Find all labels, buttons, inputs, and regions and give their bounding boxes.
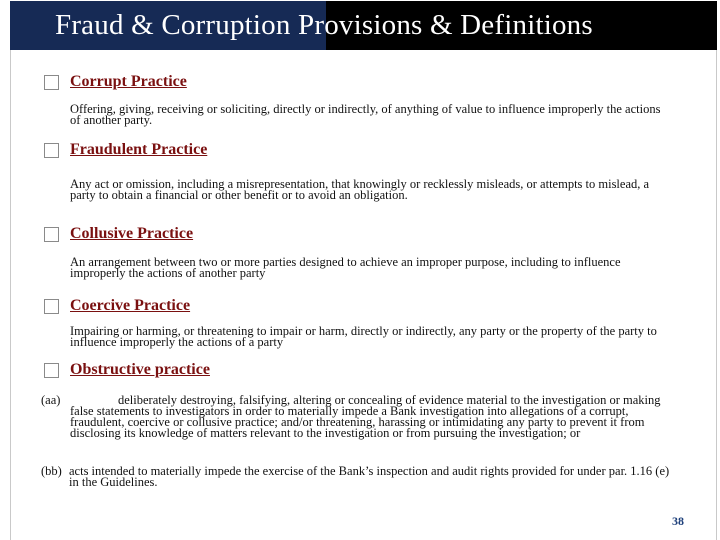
heading-coercive-practice: Coercive Practice (70, 297, 191, 314)
checkbox-bullet-icon (44, 143, 59, 158)
obstructive-item-aa-text: deliberately destroying, falsifying, altering or concealing of evidence material to the investigation or making false statements to investigators in order to materially impede a Bank investigation into allegations of a corrupt, fraudulent, coercive or collusive practice; and/or threatening, harassing or intimidating any party to prevent it from disclosing its knowledge of matters relevant to the investigation or from pursuing the investigation; or (70, 393, 661, 440)
heading-collusive-practice: Collusive Practice (70, 225, 194, 242)
right-border-rule (716, 50, 717, 540)
obstructive-item-bb: acts intended to materially impede the exercise of the Bank’s inspection and audit rights provided for under par. 1.16 (e) in the Guidelines. (69, 464, 670, 489)
checkbox-bullet-icon (44, 299, 59, 314)
obstructive-item-aa (70, 395, 680, 439)
page-number: 38 (672, 514, 684, 528)
item-label-bb: (bb) (41, 464, 62, 478)
checkbox-bullet-icon (44, 363, 59, 378)
checkbox-bullet-icon (44, 227, 59, 242)
definition-fraudulent-practice: Any act or omission, including a misrepresentation, that knowingly or recklessly misleads, or attempts to mislead, a party to obtain a financial or other benefit or to avoid an obligation. (70, 177, 650, 202)
definition-collusive-practice: An arrangement between two or more parties designed to achieve an improper purpose, including to influence improperly the actions of another party (70, 255, 621, 280)
heading-obstructive-practice: Obstructive practice (70, 361, 210, 378)
slide-title: Fraud & Corruption Provisions & Definitions (55, 9, 593, 41)
heading-corrupt-practice: Corrupt Practice (70, 73, 187, 90)
definition-coercive-practice: Impairing or harming, or threatening to impair or harm, directly or indirectly, any party or the property of the party to influence improperly the actions of a party (70, 324, 657, 349)
definition-corrupt-practice: Offering, giving, receiving or soliciting, directly or indirectly, of anything of value to influence improperly the actions of another party. (70, 102, 661, 127)
left-border-rule (10, 50, 11, 540)
heading-fraudulent-practice: Fraudulent Practice (70, 141, 208, 158)
item-label-aa: (aa) (41, 393, 61, 407)
checkbox-bullet-icon (44, 75, 59, 90)
